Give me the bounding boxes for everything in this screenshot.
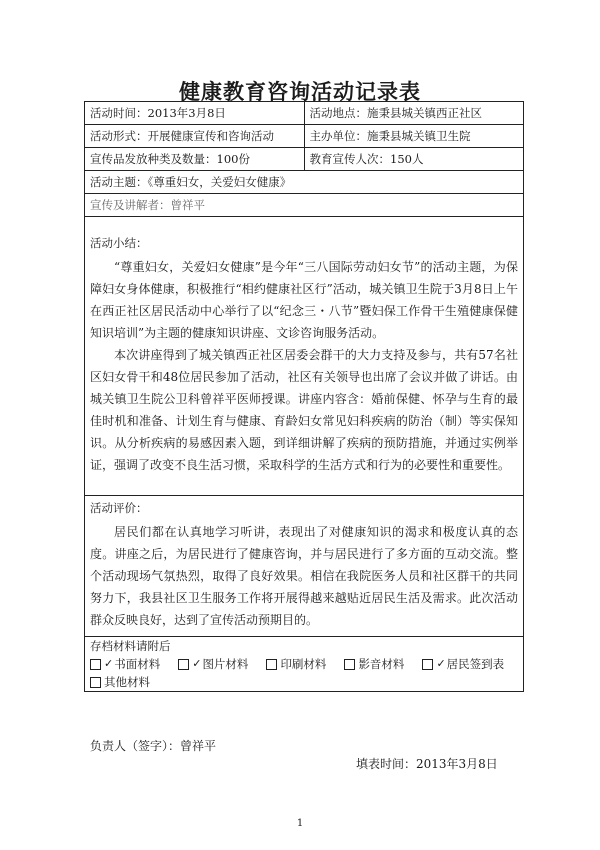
summary-paragraph-2: 本次讲座得到了城关镇西正社区居委会群干的大力支持及参与，共有57名社区妇女骨干和48位居民参加了活动，社区有关领导也出席了会议并做了讲话。由城关镇卫生院公卫科曾祥平医师授课。讲座内容含：婚前保健、怀孕与生育的最佳时机和准备、计划生育与健康、育龄妇女常见妇科疾病的防治（制）等实保知识。从分析疾病的易感因素入题，到详细讲解了疾病的预防措施，并通过实例举证，强调了改变不良生活习惯，采取科学的生活方式和行为的必要性和重要性。 — [90, 348, 518, 473]
activity-evaluation-cell — [85, 496, 524, 637]
host-unit-cell: 主办单位：施秉县城关镇卫生院 — [304, 125, 524, 148]
checkbox-av-materials[interactable] — [344, 655, 404, 673]
check-mark-icon: ✓ — [104, 657, 114, 670]
activity-time-cell: 活动时间：2013年3月8日 — [85, 102, 305, 125]
lecturer-cell: 宣传及讲解者：曾祥平 — [85, 194, 524, 217]
checkbox-box — [90, 677, 101, 688]
activity-form-cell: 活动形式：开展健康宣传和咨询活动 — [85, 125, 305, 148]
checkbox-label: 居民签到表 — [446, 657, 505, 671]
checkbox-label: 印刷材料 — [280, 657, 327, 671]
checkbox-other-materials[interactable] — [90, 673, 150, 691]
archive-label: 存档材料请附后 — [90, 639, 171, 653]
checkbox-photo-materials[interactable] — [178, 655, 248, 673]
checkbox-printed-materials[interactable] — [266, 655, 326, 673]
activity-place-cell: 活动地点：施秉县城关镇西正社区 — [304, 102, 524, 125]
checkbox-box — [266, 659, 277, 670]
evaluation-label: 活动评价： — [90, 500, 148, 515]
archive-checkbox-row-2 — [90, 673, 518, 691]
checkbox-box — [344, 659, 355, 670]
activity-summary-cell — [85, 217, 524, 496]
checkbox-box — [422, 659, 433, 670]
materials-count-cell: 宣传品发放种类及数量：100份 — [85, 148, 305, 171]
record-form-table — [84, 101, 524, 692]
responsible-signature: 负责人（签字）：曾祥平 — [90, 739, 217, 753]
archive-checkbox-row-1 — [90, 655, 518, 673]
summary-paragraph-1: “尊重妇女，关爱妇女健康”是今年“三八国际劳动妇女节”的活动主题，为保障妇女身体健康，积极推行“相约健康社区行”活动，城关镇卫生院于3月8日上午在西正社区居民活动中心举行了以“纪念三・八节”暨妇保工作骨干生殖健康保健知识培训”为主题的健康知识讲座、文诊咨询服务活动。 — [90, 260, 518, 341]
checkbox-label: 其他材料 — [104, 675, 150, 689]
fill-date: 填表时间：2013年3月8日 — [356, 757, 498, 771]
activity-theme-cell: 活动主题：《尊重妇女，关爱妇女健康》 — [85, 171, 524, 194]
page-number: 1 — [296, 818, 304, 829]
checkbox-written-materials[interactable] — [90, 655, 160, 673]
checkbox-resident-signin[interactable] — [422, 655, 504, 673]
archive-materials-cell — [85, 637, 524, 692]
summary-label: 活动小结： — [90, 235, 148, 250]
check-mark-icon: ✓ — [436, 657, 446, 670]
check-mark-icon: ✓ — [192, 657, 202, 670]
checkbox-label: 影音材料 — [358, 657, 405, 671]
evaluation-paragraph: 居民们都在认真地学习听讲，表现出了对健康知识的渴求和极度认真的态度。讲座之后，为居民进行了健康咨询，并与居民进行了多方面的互动交流。整个活动现场气氛热烈，取得了良好效果。相信在我院医务人员和社区群干的共同努力下，我县社区卫生服务工作将开展得越来越贴近居民生活及需求。此次活动群众反映良好，达到了宣传活动预期目的。 — [90, 525, 518, 628]
checkbox-label: 书面材料 — [114, 657, 161, 671]
checkbox-label: 图片材料 — [202, 657, 249, 671]
checkbox-box — [178, 659, 189, 670]
document-title: 健康教育咨询活动记录表 — [179, 80, 421, 104]
people-count-cell: 教育宣传人次：150人 — [304, 148, 524, 171]
checkbox-box — [90, 659, 101, 670]
